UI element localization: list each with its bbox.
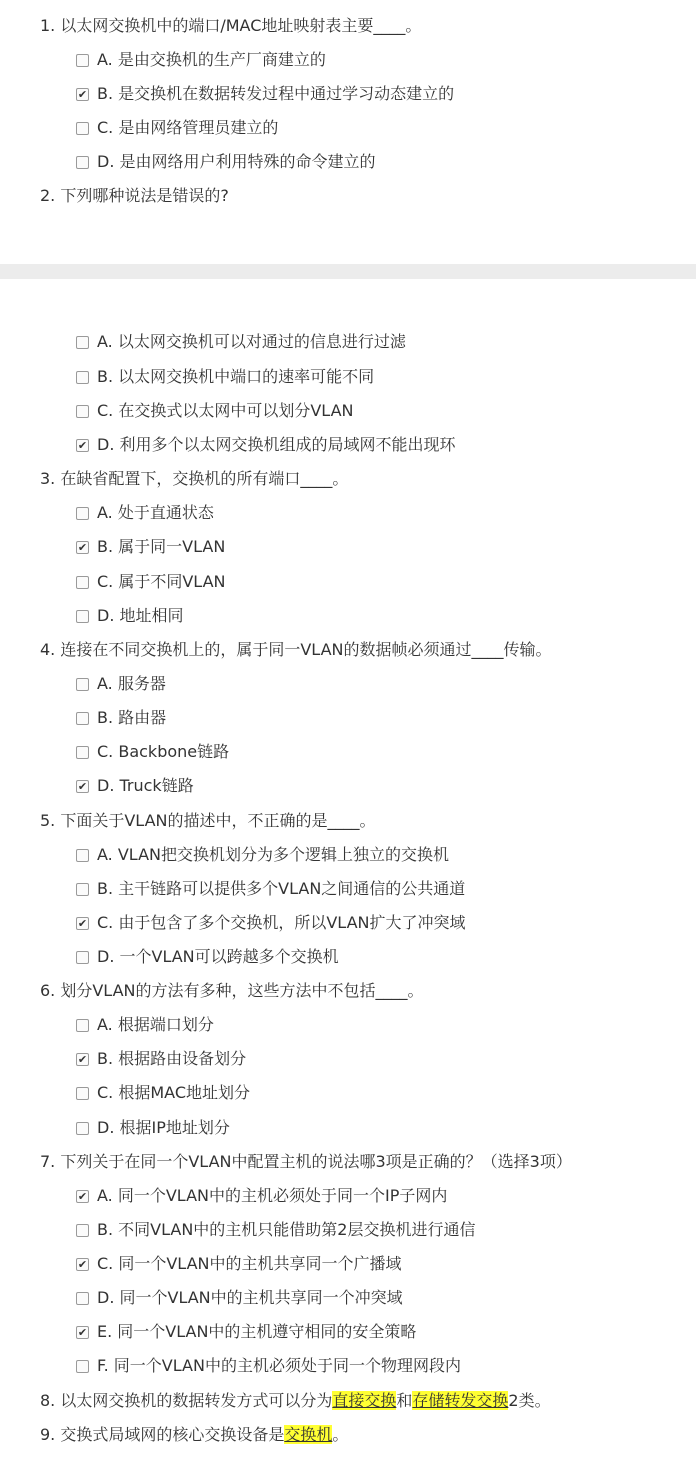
fill-in-question: 8. 以太网交换机的数据转发方式可以分为直接交换和存储转发交换2类。	[40, 1391, 551, 1410]
checkbox[interactable]	[76, 122, 89, 135]
option[interactable]: C. 是由网络管理员建立的	[76, 117, 278, 139]
checkbox-checked[interactable]: ✔	[77, 1325, 88, 1339]
checkbox-checked[interactable]: ✔	[77, 1189, 88, 1203]
question-stem: 4. 连接在不同交换机上的，属于同一VLAN的数据帧必须通过____传输。	[40, 640, 552, 659]
page-divider	[0, 264, 696, 279]
question-stem: 3. 在缺省配置下，交换机的所有端口____。	[40, 469, 349, 488]
checkbox-checked[interactable]: ✔	[77, 438, 88, 452]
checkbox[interactable]	[76, 1019, 89, 1032]
option[interactable]: ✔ D. Truck链路	[77, 776, 194, 795]
checkbox-checked[interactable]: ✔	[77, 916, 88, 930]
checkbox-checked[interactable]: ✔	[77, 87, 88, 101]
option[interactable]: F. 同一个VLAN中的主机必须处于同一个物理网段内	[76, 1355, 461, 1377]
checkbox[interactable]	[76, 712, 89, 725]
answer-highlight: 交换机	[284, 1425, 333, 1444]
question-stem: 1. 以太网交换机中的端口/MAC地址映射表主要____。	[40, 16, 422, 35]
option[interactable]: B. 主干链路可以提供多个VLAN之间通信的公共通道	[76, 878, 465, 900]
option[interactable]: D. 同一个VLAN中的主机共享同一个冲突域	[76, 1287, 403, 1309]
checkbox[interactable]	[76, 405, 89, 418]
option[interactable]: C. 根据MAC地址划分	[76, 1082, 250, 1104]
option[interactable]: B. 以太网交换机中端口的速率可能不同	[76, 366, 374, 388]
option[interactable]: C. 在交换式以太网中可以划分VLAN	[76, 400, 354, 422]
checkbox[interactable]	[76, 746, 89, 759]
checkbox[interactable]	[76, 576, 89, 589]
option[interactable]: ✔ A. 同一个VLAN中的主机必须处于同一个IP子网内	[77, 1186, 448, 1205]
checkbox[interactable]	[76, 951, 89, 964]
checkbox-checked[interactable]: ✔	[77, 540, 88, 554]
checkbox[interactable]	[76, 849, 89, 862]
checkbox[interactable]	[76, 1087, 89, 1100]
option[interactable]: A. 服务器	[76, 673, 166, 695]
checkbox-checked[interactable]: ✔	[77, 1052, 88, 1066]
checkbox[interactable]	[76, 1122, 89, 1135]
checkbox[interactable]	[76, 1292, 89, 1305]
answer-highlight: 存储转发交换	[412, 1391, 509, 1410]
option[interactable]: ✔ C. 同一个VLAN中的主机共享同一个广播域	[77, 1254, 402, 1273]
checkbox[interactable]	[76, 883, 89, 896]
option[interactable]: A. VLAN把交换机划分为多个逻辑上独立的交换机	[76, 844, 449, 866]
option[interactable]: D. 一个VLAN可以跨越多个交换机	[76, 946, 339, 968]
question-stem: 5. 下面关于VLAN的描述中，不正确的是____。	[40, 811, 376, 830]
checkbox[interactable]	[76, 156, 89, 169]
question-stem: 6. 划分VLAN的方法有多种，这些方法中不包括____。	[40, 981, 424, 1000]
option[interactable]: ✔ B. 属于同一VLAN	[77, 537, 226, 556]
option[interactable]: ✔ B. 是交换机在数据转发过程中通过学习动态建立的	[77, 84, 455, 103]
option[interactable]: A. 根据端口划分	[76, 1014, 214, 1036]
option[interactable]: ✔ D. 利用多个以太网交换机组成的局域网不能出现环	[77, 435, 456, 454]
question-stem: 7. 下列关于在同一个VLAN中配置主机的说法哪3项是正确的？（选择3项）	[40, 1152, 572, 1171]
checkbox[interactable]	[76, 371, 89, 384]
checkbox-checked[interactable]: ✔	[77, 1257, 88, 1271]
option[interactable]: B. 路由器	[76, 707, 166, 729]
option[interactable]: ✔ C. 由于包含了多个交换机，所以VLAN扩大了冲突域	[77, 913, 466, 932]
checkbox[interactable]	[76, 678, 89, 691]
option[interactable]: C. Backbone链路	[76, 741, 229, 763]
option[interactable]: A. 处于直通状态	[76, 502, 214, 524]
option[interactable]: D. 是由网络用户利用特殊的命令建立的	[76, 151, 376, 173]
option[interactable]: ✔ E. 同一个VLAN中的主机遵守相同的安全策略	[77, 1322, 417, 1341]
checkbox[interactable]	[76, 1360, 89, 1373]
option[interactable]: A. 以太网交换机可以对通过的信息进行过滤	[76, 331, 406, 353]
option[interactable]: ✔ B. 根据路由设备划分	[77, 1049, 247, 1068]
checkbox-checked[interactable]: ✔	[77, 779, 88, 793]
question-stem: 2. 下列哪种说法是错误的?	[40, 186, 229, 205]
option[interactable]: A. 是由交换机的生产厂商建立的	[76, 49, 326, 71]
checkbox[interactable]	[76, 610, 89, 623]
checkbox[interactable]	[76, 336, 89, 349]
checkbox[interactable]	[76, 1224, 89, 1237]
option[interactable]: B. 不同VLAN中的主机只能借助第2层交换机进行通信	[76, 1219, 475, 1241]
option[interactable]: C. 属于不同VLAN	[76, 571, 226, 593]
answer-highlight: 直接交换	[332, 1391, 397, 1410]
checkbox[interactable]	[76, 54, 89, 67]
checkbox[interactable]	[76, 507, 89, 520]
option[interactable]: D. 地址相同	[76, 605, 184, 627]
fill-in-question: 9. 交换式局域网的核心交换设备是交换机。	[40, 1425, 349, 1444]
option[interactable]: D. 根据IP地址划分	[76, 1117, 230, 1139]
